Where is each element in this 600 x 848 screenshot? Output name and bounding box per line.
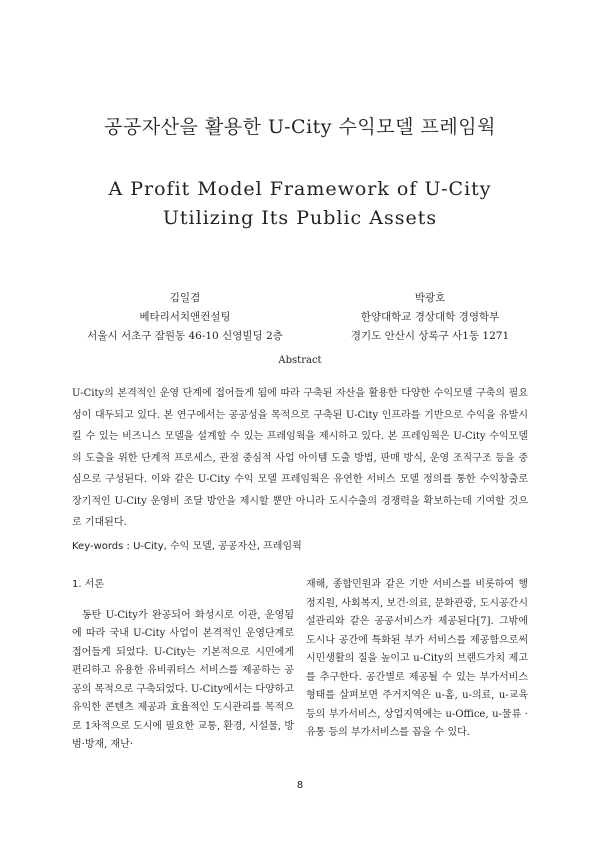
author-name: 김일겸 <box>169 292 201 304</box>
body-column-left <box>72 576 294 755</box>
section-heading: 1. 서론 <box>72 579 105 590</box>
paper-title-english-line2: Utilizing Its Public Assets <box>162 207 438 229</box>
paper-title-english-line1: A Profit Model Framework of U-City <box>108 178 492 200</box>
author-address: 경기도 안산시 상록구 사1동 1271 <box>350 330 510 342</box>
author-name: 박광호 <box>414 292 446 304</box>
author-affiliation: 한양대학교 경상대학 경영학부 <box>360 311 500 323</box>
author-block-1 <box>60 289 310 346</box>
keywords-line: Key-words : U-City, 수익 모델, 공공자산, 프레임웍 <box>72 541 302 552</box>
author-address: 서울시 서초구 잠원동 46-10 신영빌딩 2층 <box>87 330 283 342</box>
abstract-body: U-City의 본격적인 운영 단계에 접어들게 됨에 따라 구축된 자산을 활용한 다양한 수익모델 구축의 필요성이 대두되고 있다. 본 연구에서는 공공성을 목적으로 구축된 U-City 인프라를 기반으로 수익을 유발시킬 수 있는 비즈니스 모델을 설계할 수 있는 프레임웍을 제시하고 있다. 본 프레임웍은 U-City 수익모델의 도출을 위한 단계적 프로세스, 관점 중심적 사업 아이템 도출 방법, 판매 방식, 운영 조직구조 등을 중심으로 구성된다. 이와 같은 U-City 수익 모델 프레임웍은 유연한 서비스 모델 정의를 통한 수익창출로 장기적인 U-City 운영비 조달 방안을 제시할 뿐만 아니라 도시수출의 경쟁력을 확보하는데 기여할 것으로 기대된다. <box>72 388 528 528</box>
body-paragraph: 재해, 종합민원과 같은 기반 서비스를 비롯하여 행정지원, 사회복지, 보건·의료, 문화관광, 도시공간시설관리와 같은 공공서비스가 제공된다[7]. 그밖에 도시나 공간에 특화된 부가 서비스를 제공함으로써 시민생활의 질을 높이고 u-City의 브랜드가치 제고를 추구한다. 공간별로 제공될 수 있는 부가서비스 형태를 살펴보면 주거지역은 u-홈, u-의료, u-교육 등의 부가서비스, 상업지역에는 u-Office, u-물류 ·유통 등의 부가서비스를 꼽을 수 있다. <box>306 579 528 738</box>
paper-title-korean: 공공자산을 활용한 U-City 수익모델 프레임웍 <box>104 116 496 138</box>
body-column-right <box>306 576 528 743</box>
author-affiliation: 베타리서치앤컨설팅 <box>139 311 231 323</box>
page-number: 8 <box>296 780 304 791</box>
abstract-heading: Abstract <box>278 355 322 366</box>
author-block-2 <box>320 289 540 346</box>
body-paragraph: 동탄 U-City가 완공되어 화성시로 이관, 운영됨에 따라 국내 U-City 사업이 본격적인 운영단계로 접어들게 되었다. U-City는 기본적으로 시민에게 편리하고 유용한 유비쿼터스 서비스를 제공하는 공공의 목적으로 구축되었다. U-City에서는 다양하고 유익한 콘텐츠 제공과 효율적인 도시관리를 목적으로 1차적으로 도시에 필요한 교통, 환경, 시설물, 방범·방재, 재난· <box>72 609 294 750</box>
